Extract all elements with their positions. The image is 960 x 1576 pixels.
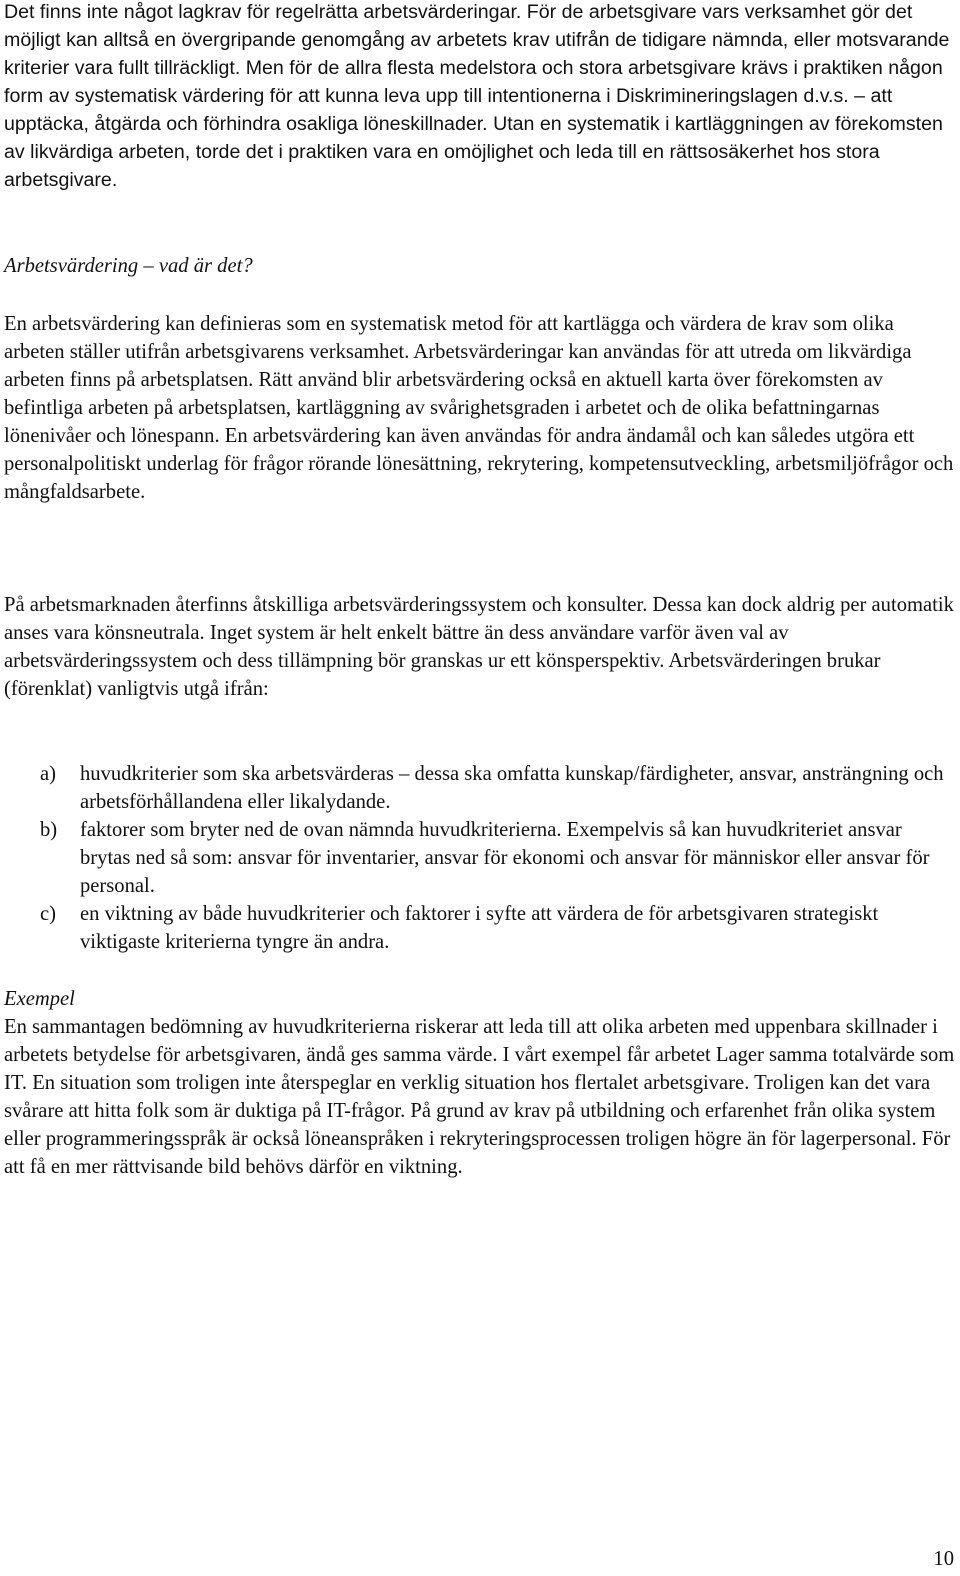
list-item	[4, 760, 956, 816]
list-item	[4, 900, 956, 956]
criteria-list	[4, 760, 956, 956]
list-marker: b)	[40, 819, 58, 841]
section-heading-arbetsvardering: Arbetsvärdering – vad är det?	[4, 255, 253, 277]
list-marker: a)	[40, 763, 56, 785]
example-paragraph: En sammantagen bedömning av huvudkriterierna riskerar att leda till att olika arbeten med uppenbara skillnader i arbetets betydelse för arbetsgivaren, ändå ges samma värde. I vårt exempel får arbetet Lager samma totalvärde som IT. En situation som troligen inte återspeglar en verklig situation hos flertalet arbetsgivare. Troligen kan det vara svårare att hitta folk som är duktiga på IT-frågor. På grund av krav på utbildning och erfarenhet från olika system eller programmeringsspråk är också löneanspråken i rekryteringsprocessen troligen högre än för lagerpersonal. För att få en mer rättvisande bild behövs därför en viktning.	[4, 1016, 955, 1178]
list-marker: c)	[40, 903, 56, 925]
page-number: 10	[933, 1548, 954, 1570]
definition-paragraph: En arbetsvärdering kan definieras som en systematisk metod för att kartlägga och värdera de krav som olika arbeten ställer utifrån arbetsgivarens verksamhet. Arbetsvärderingar kan användas för att utreda om likvärdiga arbeten finns på arbetsplatsen. Rätt använd blir arbetsvärdering också en aktuell karta över förekomsten av befintliga arbeten på arbetsplatsen, kartläggning av svårighetsgraden i arbetet och de olika befattningarnas lönenivåer och lönespann. En arbetsvärdering kan även användas för andra ändamål och kan således utgöra ett personalpolitiskt underlag för frågor rörande lönesättning, rekrytering, kompetensutveckling, arbetsmiljöfrågor och mångfaldsarbete.	[4, 313, 954, 503]
list-item-text: en viktning av både huvudkriterier och faktorer i syfte att värdera de för arbetsgivaren strategiskt viktigaste kriterierna tyngre än andra.	[80, 903, 879, 953]
intro-paragraph: Det finns inte något lagkrav för regelrätta arbetsvärderingar. För de arbetsgivare vars verksamhet gör det möjligt kan alltså en övergripande genomgång av arbetets krav utifrån de tidigare nämnda, eller motsvarande kriterier vara fullt tillräckligt. Men för de allra flesta medelstora och stora arbetsgivare krävs i praktiken någon form av systematisk värdering för att kunna leva upp till intentionerna i Diskrimineringslagen d.v.s. – att upptäcka, åtgärda och förhindra osakliga löneskillnader. Utan en systematik i kartläggningen av förekomsten av likvärdiga arbeten, torde det i praktiken vara en omöjlighet och leda till en rättsosäkerhet hos stora arbetsgivare.	[4, 1, 950, 191]
systems-paragraph: På arbetsmarknaden återfinns åtskilliga arbetsvärderingssystem och konsulter. Dessa kan dock aldrig per automatik anses vara könsneutrala. Inget system är helt enkelt bättre än dess användare varför även val av arbetsvärderingssystem och dess tillämpning bör granskas ur ett könsperspektiv. Arbetsvärderingen brukar (förenklat) vanligtvis utgå ifrån:	[4, 594, 954, 700]
list-item	[4, 816, 956, 900]
list-item-text: huvudkriterier som ska arbetsvärderas – dessa ska omfatta kunskap/färdigheter, ansvar, ansträngning och arbetsförhållandena eller likalydande.	[80, 763, 944, 813]
list-item-text: faktorer som bryter ned de ovan nämnda huvudkriterierna. Exempelvis så kan huvudkriteriet ansvar brytas ned så som: ansvar för inventarier, ansvar för ekonomi och ansvar för människor eller ansvar för personal.	[80, 819, 930, 897]
section-heading-exempel: Exempel	[4, 988, 75, 1010]
